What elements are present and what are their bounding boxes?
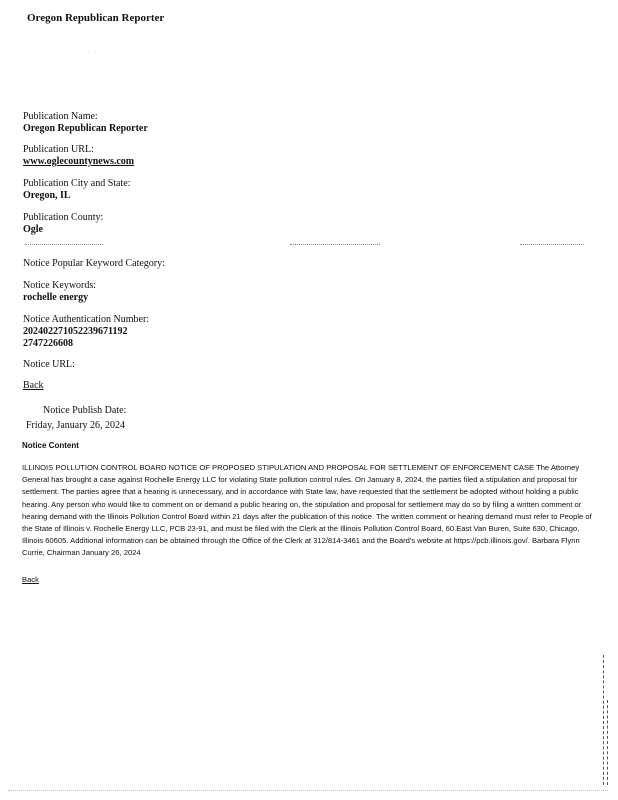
notice-keyword-category-field (23, 258, 165, 270)
back-link-top[interactable]: Back (23, 380, 44, 391)
notice-url-field (23, 359, 75, 371)
notice-authentication-value-line1: 202402271052239671192 (23, 326, 128, 337)
scan-edge-line (603, 655, 604, 785)
notice-authentication-value-line2: 2747226608 (23, 338, 73, 349)
notice-content-body: ILLINOIS POLLUTION CONTROL BOARD NOTICE OF PROPOSED STIPULATION AND PROPOSAL FOR SETTLEMENT OF ENFORCEMENT CASE The Attorney General has brought a case against Rochelle Energy LLC for violating State pollution control rules. On January 8, 2024, the parties filed a stipulation and proposal for settlement. The parties agree that a hearing is unnecessary, and in accordance with State law, have requested that the settlement be adopted without holding a public hearing. Any person who would like to comment on or demand a public hearing on, the stipulation and proposal for settlement may do so by filing a written comment or hearing demand with the Illinois Pollution Control Board within 21 days after the publication of this notice. The written comment or hearing demand must refer to People of the State of Illinois v. Rochelle Energy LLC, PCB 23-91, and must be filed with the Clerk at the Illinois Pollution Control Board, 60 East Van Buren, Suite 630, Chicago, Illinois 60605. Additional information can be obtained through the Office of the Clerk at 312/814-3461 and the Board's website at https://pcb.illinois.gov/. Barbara Flynn Currie, Chairman January 26, 2024 (22, 463, 592, 558)
scan-edge-line (607, 700, 608, 785)
scan-bottom-edge (8, 790, 608, 791)
publication-county-value: Ogle (23, 224, 43, 235)
publication-city-state-label: Publication City and State: (23, 178, 131, 189)
notice-keyword-category-label: Notice Popular Keyword Category: (23, 258, 165, 269)
faint-scan-mark: · · · · · (30, 92, 62, 97)
publication-county-label: Publication County: (23, 212, 104, 223)
notice-keywords-value: rochelle energy (23, 292, 89, 303)
notice-keywords-field (23, 280, 96, 304)
back-link-bottom[interactable]: Back (22, 575, 39, 584)
notice-url-label: Notice URL: (23, 359, 75, 370)
faint-scan-mark: · · · · · · (60, 50, 99, 55)
notice-publish-date-label: Notice Publish Date: (43, 405, 127, 416)
notice-publish-date-value: Friday, January 26, 2024 (26, 420, 126, 431)
publication-name-label: Publication Name: (23, 111, 98, 122)
divider (25, 244, 103, 245)
publication-city-state-field (23, 178, 131, 202)
notice-authentication-field (23, 314, 149, 350)
publication-url-field (23, 144, 134, 168)
divider (290, 244, 380, 245)
publication-name-value: Oregon Republican Reporter (23, 123, 148, 134)
publication-city-state-value: Oregon, IL (23, 190, 71, 201)
publication-county-field (23, 212, 103, 236)
publication-name-field (23, 111, 148, 135)
faint-scan-mark: · · · · · (76, 58, 108, 63)
notice-authentication-label: Notice Authentication Number: (23, 314, 150, 325)
publication-url-label: Publication URL: (23, 144, 94, 155)
notice-content-title: Notice Content (22, 441, 79, 450)
page-header-title: Oregon Republican Reporter (27, 12, 165, 24)
divider (520, 244, 584, 245)
publication-url-link[interactable]: www.oglecountynews.com (23, 156, 135, 167)
notice-keywords-label: Notice Keywords: (23, 280, 97, 291)
